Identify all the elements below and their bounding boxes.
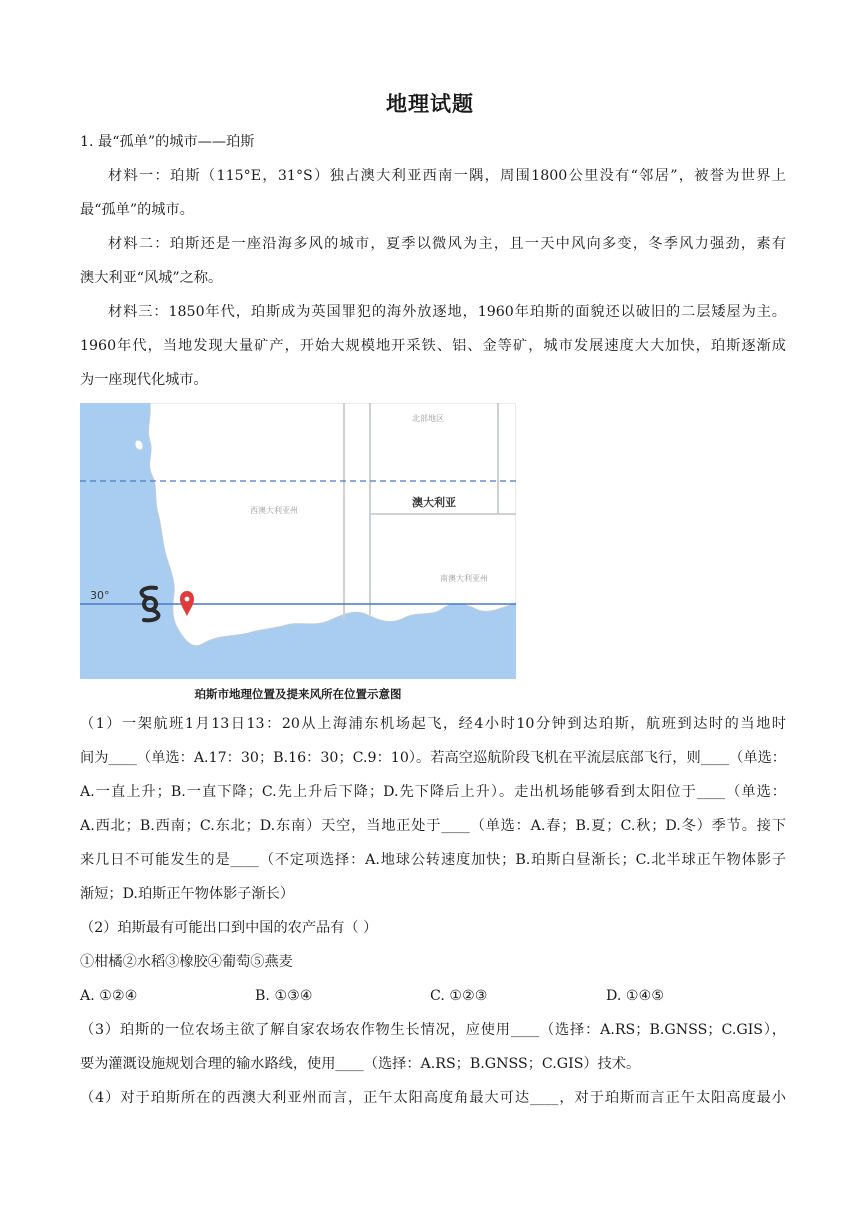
part1-line-3: A.一直上升；B.一直下降；C.先上升后下降；D.先下降后上升）。走出机场能够看到太阳位于____（单选： [80, 784, 786, 800]
part1-line-1: （1）一架航班1月13日13：20从上海浦东机场起飞，经4小时10分钟到达珀斯，航班到达时的当地时 [80, 716, 786, 732]
part2-items: ①柑橘②水稻③橡胶④葡萄⑤燕麦 [80, 954, 293, 970]
material-three-line-2: 1960年代，当地发现大量矿产，开始大规模地开采铁、铝、金等矿，城市发展速度大大加快，珀斯逐渐成 [80, 338, 786, 354]
material-one-line-1: 材料一：珀斯（115°E，31°S）独占澳大利亚西南一隅，周围1800公里没有“邻居”，被誉为世界上 [108, 168, 786, 184]
option-d[interactable]: D. ①④⑤ [606, 988, 665, 1004]
part1-line-2: 间为____（单选：A.17：30；B.16：30；C.9：10）。若高空巡航阶段飞机在平流层底部飞行，则____（单选： [80, 750, 786, 766]
label-australia: 澳大利亚 [412, 496, 456, 509]
map-caption: 珀斯市地理位置及提来风所在位置示意图 [194, 687, 402, 701]
label-latitude: 30° [90, 589, 110, 602]
option-a[interactable]: A. ①②④ [80, 988, 138, 1004]
material-one-line-2: 最“孤单”的城市。 [80, 202, 194, 218]
part1-line-4: A.西北；B.西南；C.东北；D.东南）天空，当地正处于____（单选：A.春；B.夏；C.秋；D.冬）季节。接下 [80, 818, 786, 834]
part3-line-2: 要为灌溉设施规划合理的输水路线，使用____（选择：A.RS；B.GNSS；C.GIS）技术。 [80, 1056, 641, 1072]
page-title: 地理试题 [386, 92, 474, 116]
part3-line-1: （3）珀斯的一位农场主欲了解自家农场农作物生长情况，应使用____（选择：A.RS；B.GNSS；C.GIS）， [80, 1022, 786, 1038]
material-two-line-1: 材料二：珀斯还是一座沿海多风的城市，夏季以微风为主，且一天中风向多变，冬季风力强劲，素有 [108, 236, 786, 252]
perth-location-map [80, 403, 516, 679]
part1-line-5: 来几日不可能发生的是____（不定项选择：A.地球公转速度加快；B.珀斯白昼渐长；C.北半球正午物体影子 [80, 852, 786, 868]
question-heading: 1. 最“孤单”的城市——珀斯 [80, 134, 255, 150]
option-b[interactable]: B. ①③④ [255, 988, 313, 1004]
part1-line-6: 渐短；D.珀斯正午物体影子渐长） [80, 886, 295, 902]
label-south: 南澳大利亚州 [440, 574, 488, 583]
material-two-line-2: 澳大利亚“风城”之称。 [80, 270, 223, 286]
material-three-line-3: 为一座现代化城市。 [80, 372, 208, 388]
part4-line-1: （4）对于珀斯所在的西澳大利亚州而言，正午太阳高度角最大可达____，对于珀斯而言正午太阳高度最小 [80, 1090, 786, 1106]
label-north: 北部地区 [412, 414, 444, 423]
label-western: 西澳大利亚州 [250, 506, 298, 515]
option-c[interactable]: C. ①②③ [430, 988, 488, 1004]
part2-question: （2）珀斯最有可能出口到中国的农产品有（ ） [80, 920, 378, 936]
material-three-line-1: 材料三：1850年代，珀斯成为英国罪犯的海外放逐地，1960年珀斯的面貌还以破旧的二层矮屋为主。 [108, 304, 786, 320]
